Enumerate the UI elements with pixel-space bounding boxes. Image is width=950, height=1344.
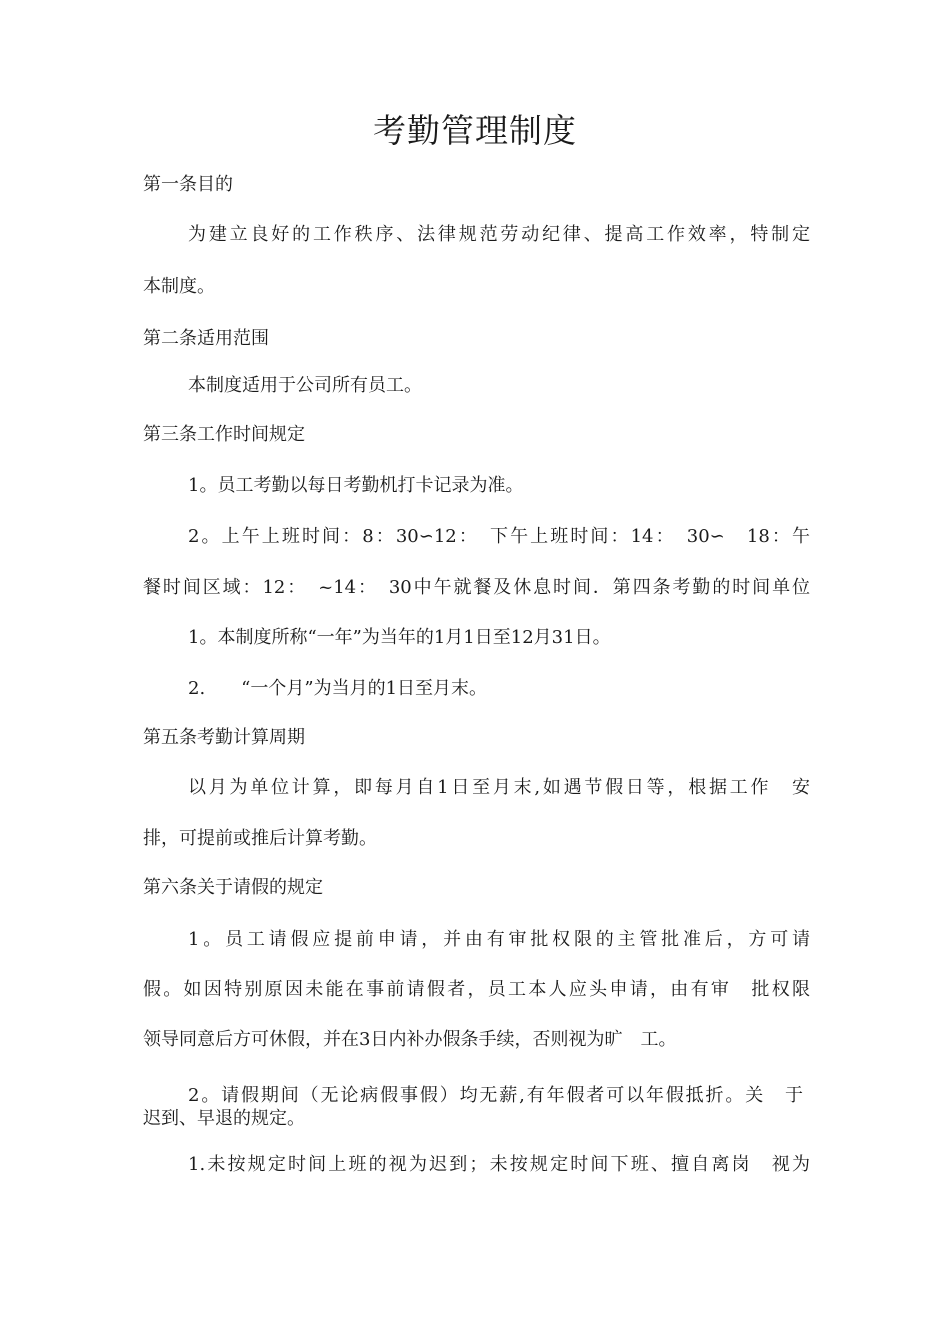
list-item: 2。上午上班时间：8：30∽12： 下午上班时间：14： 30∽ 18：午: [188, 526, 810, 547]
paragraph-line: 为建立良好的工作秩序、法律规范劳动纪律、提高工作效率，特制定: [188, 224, 810, 245]
article-1-heading: 第一条目的: [143, 174, 233, 195]
list-item: 1。本制度所称“一年”为当年的1月1日至12月31日。: [188, 627, 611, 648]
list-item: 1。员工请假应提前申请，并由有审批权限的主管批准后，方可请: [188, 929, 810, 950]
article-3-heading: 第三条工作时间规定: [143, 424, 305, 445]
article-6-heading: 第六条关于请假的规定: [143, 877, 323, 898]
paragraph-line: 排，可提前或推后计算考勤。: [143, 828, 377, 849]
paragraph-line: 假。如因特别原因未能在事前请假者，员工本人应头申请，由有审 批权限: [143, 979, 810, 1000]
paragraph-line: 本制度。: [143, 276, 215, 297]
paragraph-line: 本制度适用于公司所有员工。: [188, 375, 422, 396]
article-2-heading: 第二条适用范围: [143, 328, 269, 349]
list-item: 1.未按规定时间上班的视为迟到；未按规定时间下班、擅自离岗 视为: [188, 1154, 810, 1175]
paragraph-line: 迟到、早退的规定。: [143, 1108, 305, 1129]
paragraph-line: 以月为单位计算，即每月自1日至月末,如遇节假日等，根据工作 安: [188, 777, 810, 798]
list-item: 2. “一个月”为当月的1日至月末。: [188, 678, 488, 699]
paragraph-line: 领导同意后方可休假，并在3日内补办假条手续，否则视为旷 工。: [143, 1029, 677, 1050]
paragraph-line: 餐时间区域：12： ~14： 30中午就餐及休息时间．第四条考勤的时间单位: [143, 577, 810, 598]
paragraph-line: 2。请假期间（无论病假事假）均无薪,有年假者可以年假抵折。关 于: [188, 1085, 803, 1106]
document-title: 考勤管理制度: [373, 111, 577, 150]
list-item: 1。员工考勤以每日考勤机打卡记录为准。: [188, 475, 524, 496]
article-5-heading: 第五条考勤计算周期: [143, 727, 305, 748]
list-item-block: [143, 1084, 803, 1130]
